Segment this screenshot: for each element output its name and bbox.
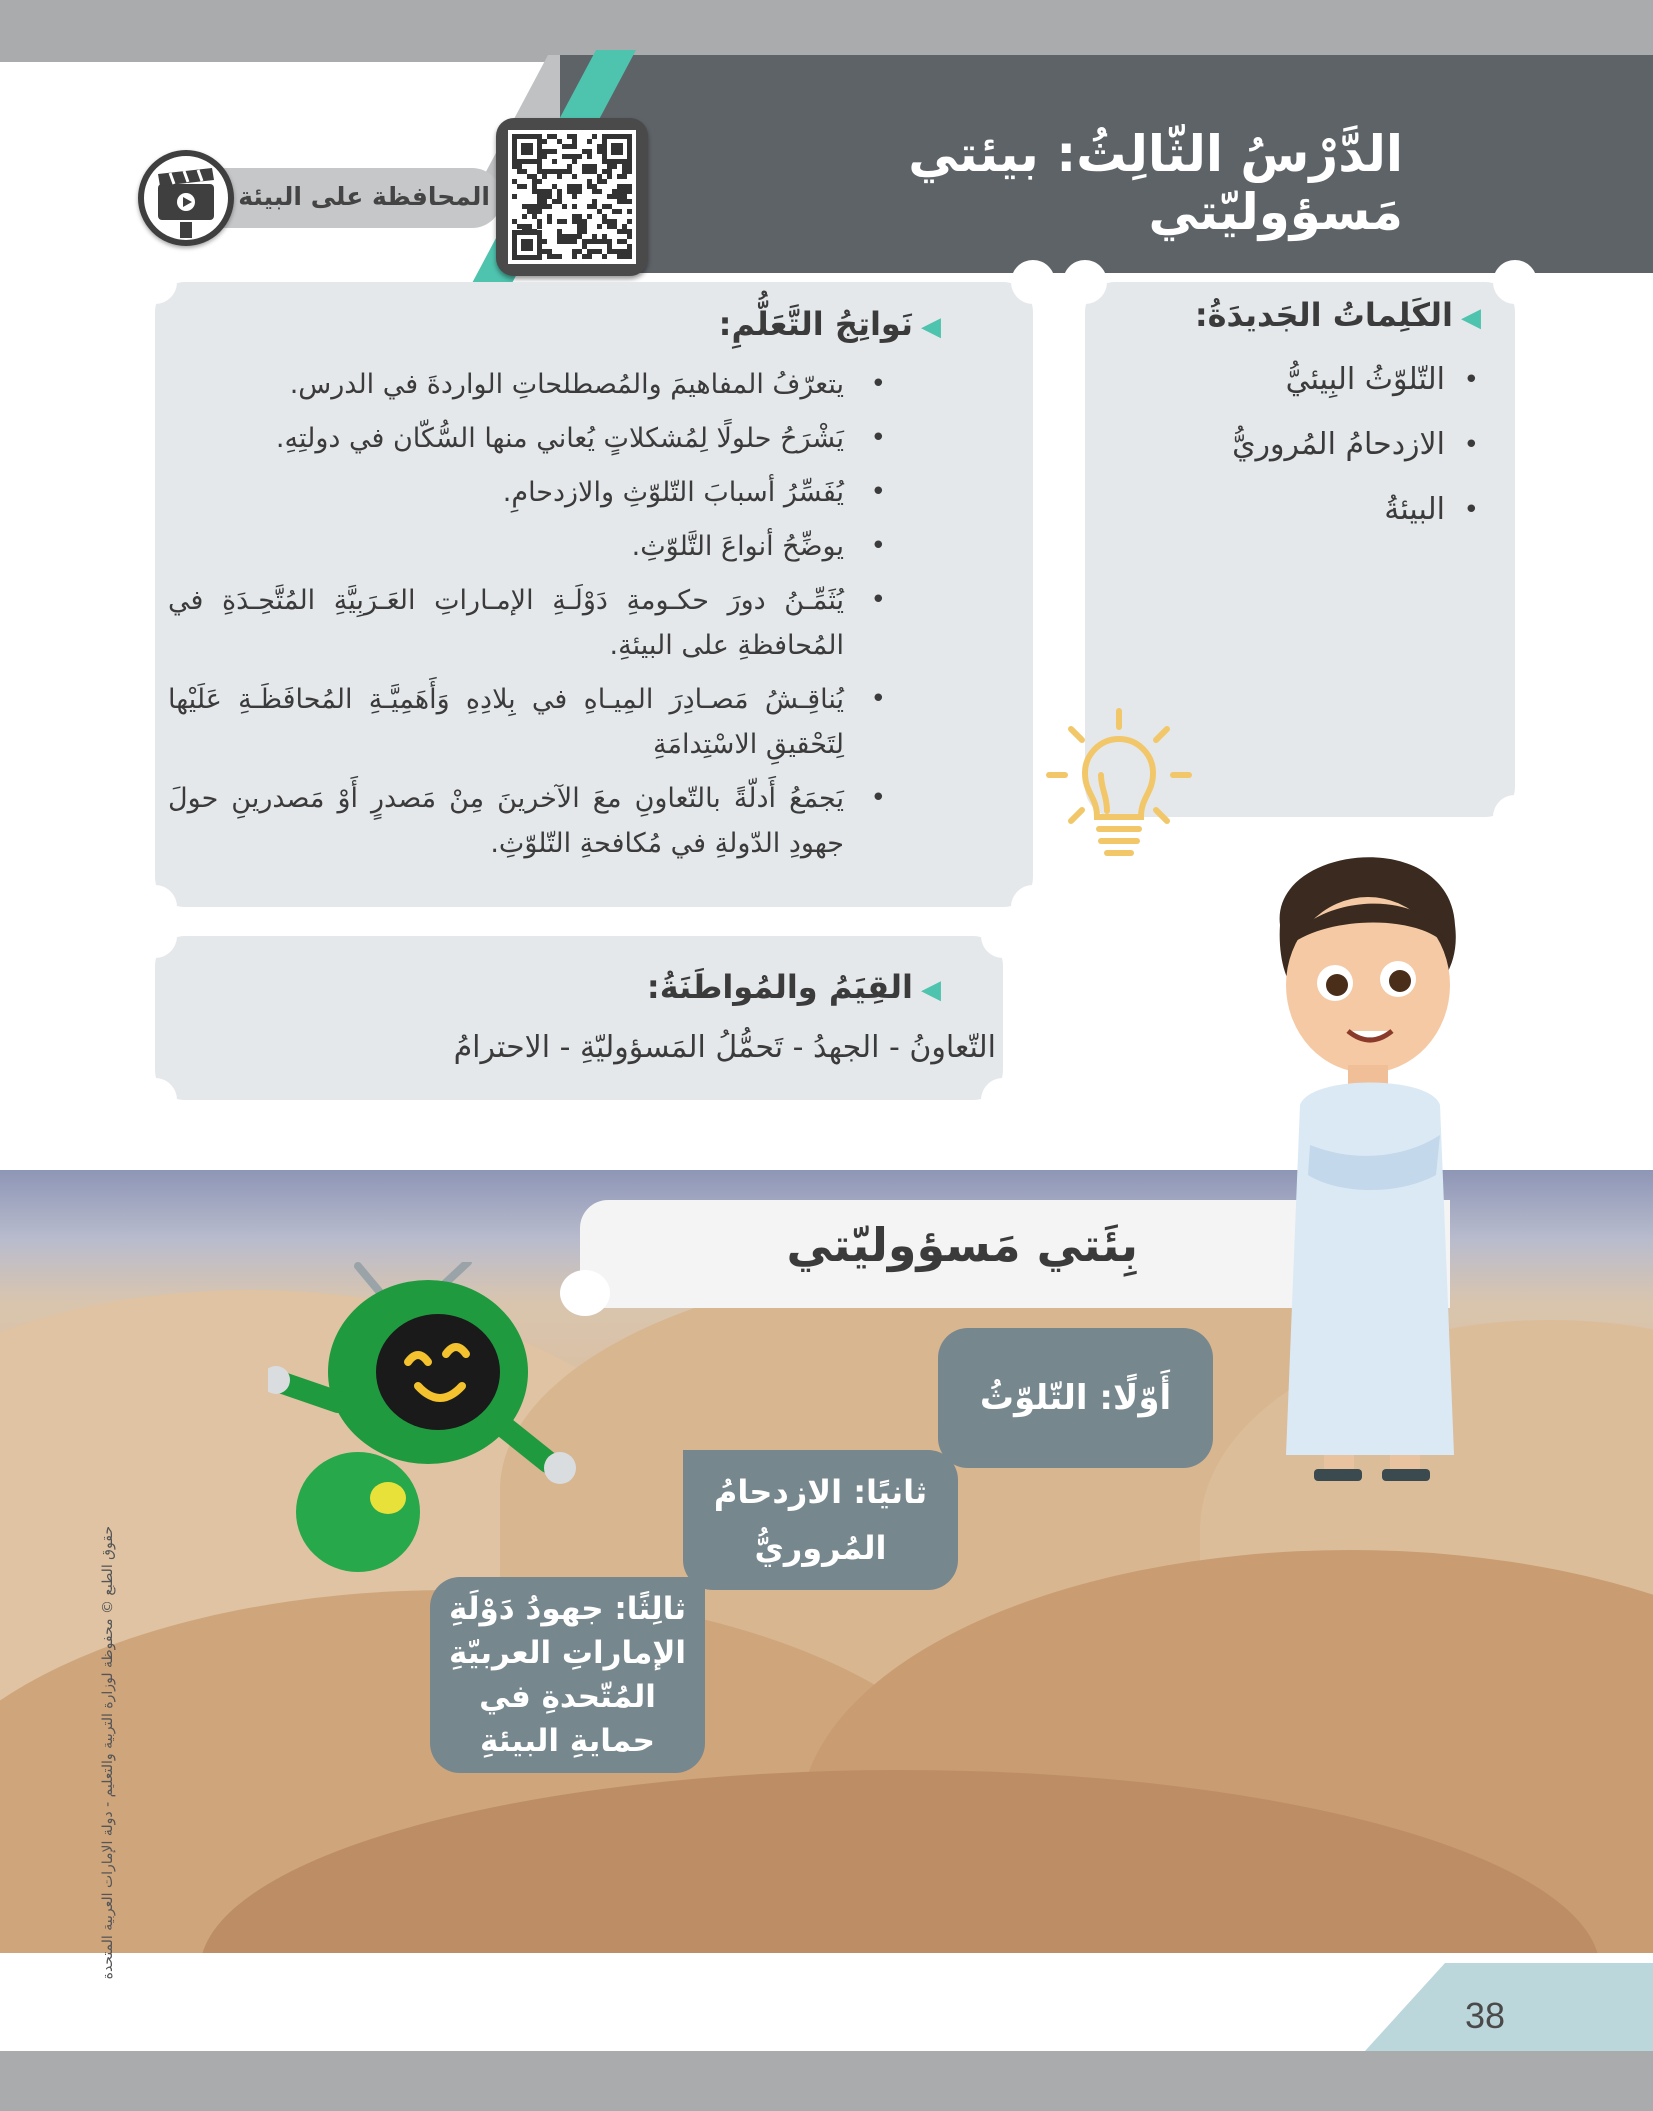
copyright-notice: حقوق الطبع © محفوظة لوزارة التربية والتعليم - دولة الإمارات العربية المتحدة — [100, 1526, 116, 1980]
list-item: • يَشْرَحُ حلولًا لِمُشكلاتٍ يُعاني منها السُّكّان في دولتِهِ. — [168, 416, 888, 461]
list-item: • يُثَمِّـنُ دورَ حكـومةِ دَوْلَـةِ الإمـاراتِ العَـرَبِيَّةِ المُتَّحِـدَةِ في المُحافظةِ على البيئةِ. — [168, 578, 888, 668]
list-item: • الازدحامُ المُروريُّ — [1181, 425, 1481, 465]
robot-mascot-illustration — [268, 1262, 588, 1592]
triangle-arrow-icon: ◀ — [921, 975, 941, 1005]
new-words-heading-text: الكَلِماتُ الجَديدَةُ: — [1194, 296, 1453, 334]
learning-outcomes-list — [168, 362, 888, 875]
triangle-arrow-icon: ◀ — [1461, 303, 1481, 333]
list-item: • يوضِّحُ أنواعَ التَّلوّثِ. — [168, 524, 888, 569]
boy-character-illustration — [1240, 835, 1490, 1505]
panel-corner-notch — [1011, 260, 1055, 304]
list-item: • البيئةُ — [1181, 490, 1481, 530]
clapperboard-icon[interactable] — [138, 150, 234, 246]
panel-corner-notch — [133, 260, 177, 304]
triangle-arrow-icon: ◀ — [921, 312, 941, 342]
panel-corner-notch — [981, 914, 1025, 958]
panel-corner-notch — [133, 914, 177, 958]
list-item: • يَجمَعُ أَدلّةً بالتّعاونِ معَ الآخرينَ مِنْ مَصدرٍ أَوْ مَصدرينِ حولَ جهودِ الدّولةِ في مُكافحةِ التّلوّثِ. — [168, 776, 888, 866]
new-words-list — [1181, 360, 1481, 555]
topic-box-traffic[interactable]: ثانيًا: الازدحامُ المُروريُّ — [683, 1450, 958, 1590]
video-tag-label[interactable]: المحافظة على البيئة — [238, 182, 490, 211]
list-item: • يُفَسِّرُ أسبابَ التّلوّثِ والازدحامِ. — [168, 470, 888, 515]
qr-code-icon[interactable] — [496, 118, 648, 276]
page-number: 38 — [1464, 1995, 1506, 2036]
learning-outcomes-heading-text: نَواتِجُ التَّعَلُّمِ: — [718, 305, 913, 343]
panel-corner-notch — [981, 1078, 1025, 1122]
values-heading — [647, 968, 941, 1006]
bottom-border-strip — [0, 2051, 1653, 2111]
panel-corner-notch — [1493, 795, 1537, 839]
lesson-title: الدَّرْسُ الثّالِثُ: بيئتي مَسؤوليّتي — [908, 125, 1403, 241]
panel-corner-notch — [1493, 260, 1537, 304]
list-item: • التّلوّثُ البِيئيُّ — [1181, 360, 1481, 400]
lightbulb-icon — [1045, 705, 1193, 865]
list-item: • يُناقِـشُ مَصـادِرَ المِيـاهِ في بِلادِهِ وَأَهَمِيَّـةِ المُحافَظَـةِ عَلَيْها لِتَحْقيقِ الاسْتِدامَةِ — [168, 677, 888, 767]
panel-corner-notch — [133, 1078, 177, 1122]
topic-box-uae-efforts[interactable]: ثالِثًا: جهودُ دَوْلَةِ الإماراتِ العربيّةِ المُتّحدةِ في حمايةِ البيئةِ — [430, 1577, 705, 1773]
values-citizenship-panel — [155, 936, 1003, 1100]
panel-corner-notch — [1063, 260, 1107, 304]
section-title: بِئَتي مَسؤوليّتي — [786, 1218, 1138, 1272]
values-heading-text: القِيَمُ والمُواطَنَةُ: — [646, 968, 913, 1006]
list-item: • يتعرّفُ المفاهيمَ والمُصطلحاتِ الواردةَ في الدرس. — [168, 362, 888, 407]
topic-box-pollution[interactable]: أَوّلًا: التّلوّثُ — [938, 1328, 1213, 1468]
learning-outcomes-heading — [719, 305, 941, 343]
values-text: التّعاونُ - الجهدُ - تَحمُّلُ المَسؤوليّةِ - الاحترامُ — [453, 1030, 996, 1065]
new-words-heading — [1195, 296, 1481, 334]
top-border-strip — [0, 0, 1653, 62]
